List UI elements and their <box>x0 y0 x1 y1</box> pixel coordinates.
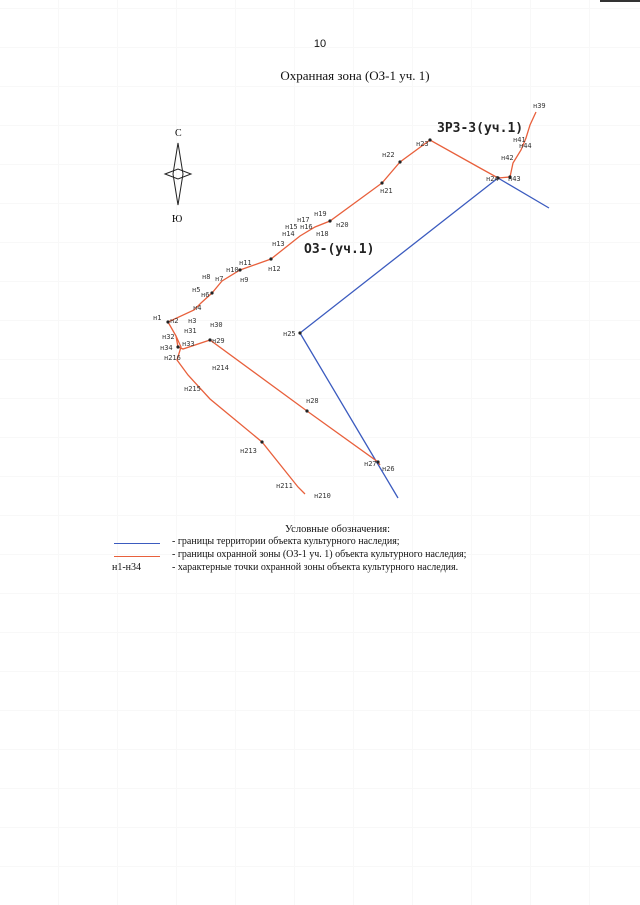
point-label-n7: н7 <box>215 275 224 283</box>
point-label-n42: н42 <box>501 154 514 162</box>
point-label-n17: н17 <box>297 216 310 224</box>
point-label-n14: н14 <box>282 230 295 238</box>
point-label-n44: н44 <box>519 142 532 150</box>
page-number: 10 <box>313 38 327 50</box>
point-label-n3: н3 <box>188 317 197 325</box>
point-label-n213: н213 <box>240 447 257 455</box>
point-marker <box>210 291 213 294</box>
point-label-n27: н27 <box>364 460 377 468</box>
compass-icon <box>165 128 191 225</box>
point-label-n21: н21 <box>380 187 393 195</box>
legend-title: Условные обозначения: <box>285 524 391 535</box>
point-label-n20: н20 <box>336 221 349 229</box>
point-marker <box>376 460 379 463</box>
point-label-n18: н18 <box>316 230 329 238</box>
legend-text: - характерные точки охранной зоны объекта культурного наследия. <box>172 562 459 573</box>
legend-text: - границы территории объекта культурного наследия; <box>172 536 400 547</box>
point-marker <box>176 345 179 348</box>
point-label-n8: н8 <box>202 273 211 281</box>
point-label-n34: н34 <box>160 344 173 352</box>
point-label-n30: н30 <box>210 321 223 329</box>
point-label-n39: н39 <box>533 102 546 110</box>
point-label-n28: н28 <box>306 397 319 405</box>
point-label-n25: н25 <box>283 330 296 338</box>
legend-text: - границы охранной зоны (ОЗ-1 уч. 1) объекта культурного наследия; <box>172 549 467 560</box>
legend-code: н1-н34 <box>112 562 142 573</box>
legend-item-points <box>112 562 632 576</box>
legend-item-territory <box>112 536 632 550</box>
point-marker <box>298 331 301 334</box>
point-marker <box>428 138 431 141</box>
blue-line-swatch <box>114 543 160 544</box>
compass-north-label: С <box>175 128 182 139</box>
point-label-n211: н211 <box>276 482 293 490</box>
point-label-n12: н12 <box>268 265 281 273</box>
point-label-n29: н29 <box>212 337 225 345</box>
point-label-n4: н4 <box>193 304 202 312</box>
point-label-n214: н214 <box>212 364 229 372</box>
point-label-n33: н33 <box>182 340 195 348</box>
legend-symbol <box>112 562 162 576</box>
characteristic-points <box>166 138 511 463</box>
zone-label-oz: ОЗ-(уч.1) <box>304 242 375 257</box>
zone-label-zrz: ЗРЗ-3(уч.1) <box>437 121 524 136</box>
point-label-n9: н9 <box>240 276 249 284</box>
map-title: Охранная зона (ОЗ-1 уч. 1) <box>280 68 430 83</box>
legend-symbol <box>112 549 162 563</box>
point-label-n215: н215 <box>184 385 201 393</box>
point-marker <box>238 268 241 271</box>
point-marker <box>398 160 401 163</box>
point-marker <box>328 219 331 222</box>
red-line-swatch <box>114 556 160 557</box>
legend-item-zone <box>112 549 632 563</box>
point-label-n19: н19 <box>314 210 327 218</box>
point-label-n41: н41 <box>513 136 526 144</box>
point-marker <box>380 181 383 184</box>
point-label-n15: н15 <box>285 223 298 231</box>
point-label-n43: н43 <box>508 175 521 183</box>
point-label-n216: н216 <box>164 354 181 362</box>
point-label-n1: н1 <box>153 314 162 322</box>
point-marker <box>260 440 263 443</box>
point-label-n22: н22 <box>382 151 395 159</box>
point-label-n16: н16 <box>300 223 313 231</box>
point-marker <box>305 409 308 412</box>
protection-zone-boundary-line <box>168 112 536 465</box>
point-label-n26: н26 <box>382 465 395 473</box>
point-label-n5: н5 <box>192 286 201 294</box>
point-label-n31: н31 <box>184 327 197 335</box>
legend-symbol <box>112 536 162 550</box>
point-label-n32: н32 <box>162 333 175 341</box>
point-label-n13: н13 <box>272 240 285 248</box>
point-label-n6: н6 <box>201 291 210 299</box>
point-label-n10: н10 <box>226 266 239 274</box>
point-label-n24: н24 <box>486 175 499 183</box>
point-label-n210: н210 <box>314 492 331 500</box>
point-label-n11: н11 <box>239 259 252 267</box>
point-label-n23: н23 <box>416 140 429 148</box>
point-marker <box>269 257 272 260</box>
protection-zone-boundary-line-south <box>176 336 305 494</box>
compass-south-label: Ю <box>172 214 183 225</box>
point-label-n2: н2 <box>170 317 179 325</box>
